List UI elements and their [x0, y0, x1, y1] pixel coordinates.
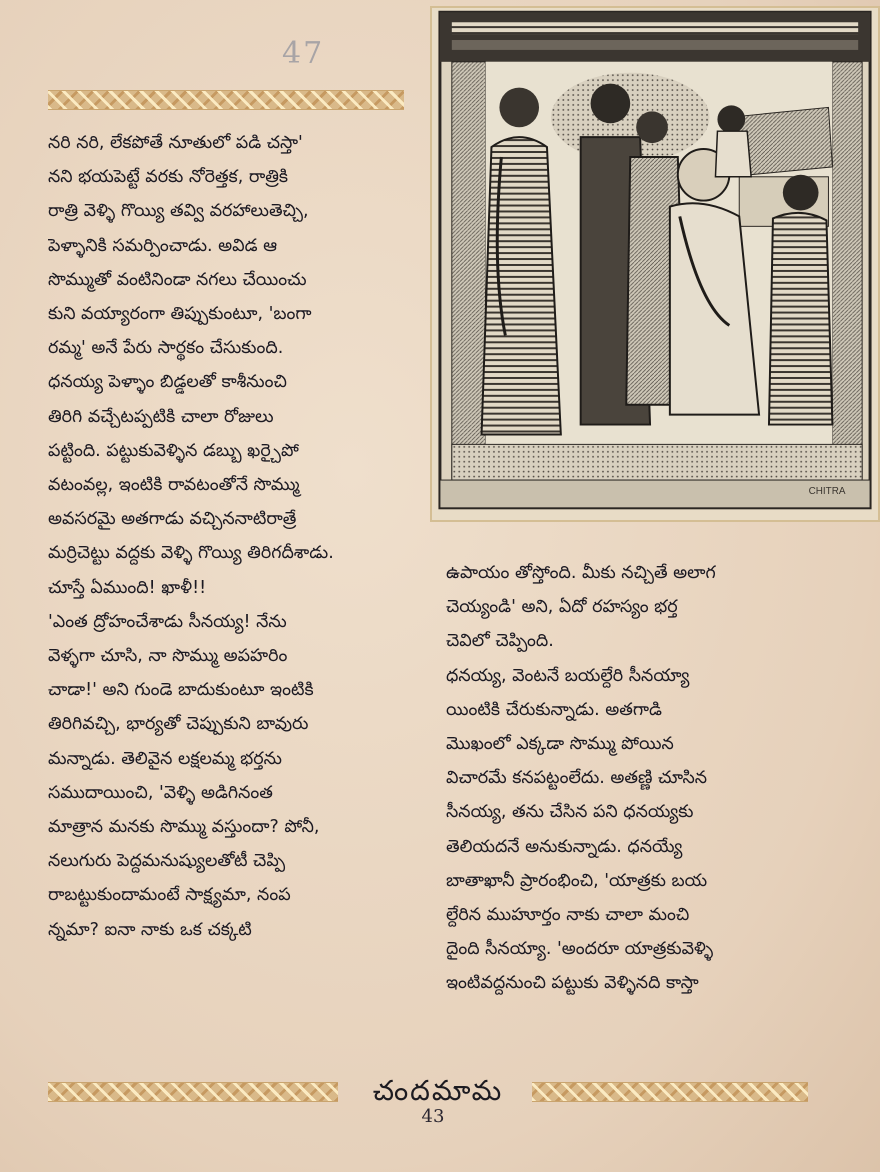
text-line: తెలియదనే అనుకున్నాడు. ధనయ్యే	[446, 836, 683, 857]
handwritten-page-note: 47	[282, 36, 325, 71]
text-line: మాత్రాన మనకు సొమ్ము వస్తుందా? పోనీ,	[48, 817, 320, 838]
text-line: చాడా!' అని గుండె బాదుకుంటూ ఇంటికి	[48, 680, 314, 701]
text-line: బాతాఖానీ ప్రారంభించి, 'యాత్రకు బయ	[446, 870, 708, 891]
bottom-decorative-border-left	[48, 1082, 338, 1102]
text-line: సీనయ్య, తను చేసిన పని ధనయ్యకు	[446, 802, 694, 823]
text-line: రాత్రి వెళ్ళి గొయ్యి తవ్వి వరహాలుతెచ్చి,	[48, 201, 309, 222]
text-line: అవసరమై అతగాడు వచ్చిననాటిరాత్రే	[48, 509, 297, 530]
text-line: మర్రిచెట్టు వద్దకు వెళ్ళి గొయ్యి తిరిగదీశాడు.	[48, 543, 334, 564]
text-line: రాబట్టుకుందామంటే సాక్ష్యమా, నంప	[48, 885, 291, 906]
artist-signature: CHITRA	[808, 485, 846, 497]
magazine-title: చందమామ	[372, 1074, 504, 1107]
text-line: 'ఎంత ద్రోహంచేశాడు సీనయ్య! నేను	[48, 611, 287, 632]
text-line: నని భయపెట్టే వరకు నోరెత్తక, రాత్రికి	[48, 167, 289, 188]
text-line: పెళ్ళానికి సమర్పించాడు. అవిడ ఆ	[48, 235, 278, 256]
text-line: తిరిగివచ్చి, భార్యతో చెప్పుకుని బావురు	[48, 714, 309, 735]
text-line: ల్దేరిన ముహూర్తం నాకు చాలా మంచి	[446, 905, 690, 926]
text-line: పట్టింది. పట్టుకువెళ్ళిన డబ్బు ఖర్చైపో	[48, 440, 299, 461]
top-decorative-border	[48, 90, 404, 110]
text-line: దైంది సీనయ్యా. 'అందరూ యాత్రకువెళ్ళి	[446, 939, 714, 960]
text-line: కుని వయ్యారంగా తిప్పుకుంటూ, 'బంగా	[48, 304, 312, 325]
text-line: యింటికి చేరుకున్నాడు. అతగాడి	[446, 699, 662, 720]
story-illustration	[430, 6, 880, 522]
text-line: విచారమే కనపట్టంలేదు. అతణ్ణి చూసిన	[446, 768, 708, 789]
text-line: చూస్తే ఏముంది! ఖాళీ!!	[48, 577, 207, 598]
text-line: సముదాయించి, 'వెళ్ళి అడిగినంత	[48, 782, 273, 803]
page-number: 43	[421, 1106, 445, 1127]
left-text-column	[48, 126, 418, 947]
text-line: నలుగురు పెద్దమనుష్యులతోటీ చెప్పి	[48, 851, 286, 872]
text-line: వటంవల్ల, ఇంటికి రావటంతోనే సొమ్ము	[48, 475, 300, 496]
village-scene-illustration	[432, 8, 878, 520]
text-line: న్నమా? ఐనా నాకు ఒక చక్కటి	[48, 919, 252, 940]
text-line: ఇంటివద్దనుంచి పట్టుకు వెళ్ళినది కాస్తా	[446, 973, 699, 994]
text-line: ధనయ్య పెళ్ళాం బిడ్డలతో కాశీనుంచి	[48, 372, 287, 393]
bottom-decorative-border-right	[532, 1082, 808, 1102]
text-line: మొఖంలో ఎక్కడా సొమ్ము పోయిన	[446, 734, 674, 755]
text-line: వెళ్ళగా చూసి, నా సొమ్ము అపహరిం	[48, 646, 288, 667]
text-line: ధనయ్య, వెంటనే బయల్దేరి సీనయ్యా	[446, 665, 690, 686]
text-line: రమ్మ' అనే పేరు సార్థకం చేసుకుంది.	[48, 338, 284, 359]
text-line: నరి నరి, లేకపోతే నూతులో పడి చస్తా'	[48, 133, 303, 153]
text-line: చెవిలో చెప్పింది.	[446, 631, 554, 652]
text-line: తిరిగి వచ్చేటప్పటికి చాలా రోజులు	[48, 406, 274, 427]
text-line: మన్నాడు. తెలివైన లక్షలమ్మ భర్తను	[48, 748, 282, 769]
right-text-column	[446, 556, 826, 1001]
text-line: ఉపాయం తోస్తోంది. మీకు నచ్చితే అలాగ	[446, 563, 716, 583]
text-line: సొమ్ముతో వంటినిండా నగలు చేయించు	[48, 269, 307, 290]
text-line: చెయ్యండి' అని, ఏదో రహస్యం భర్త	[446, 597, 678, 618]
